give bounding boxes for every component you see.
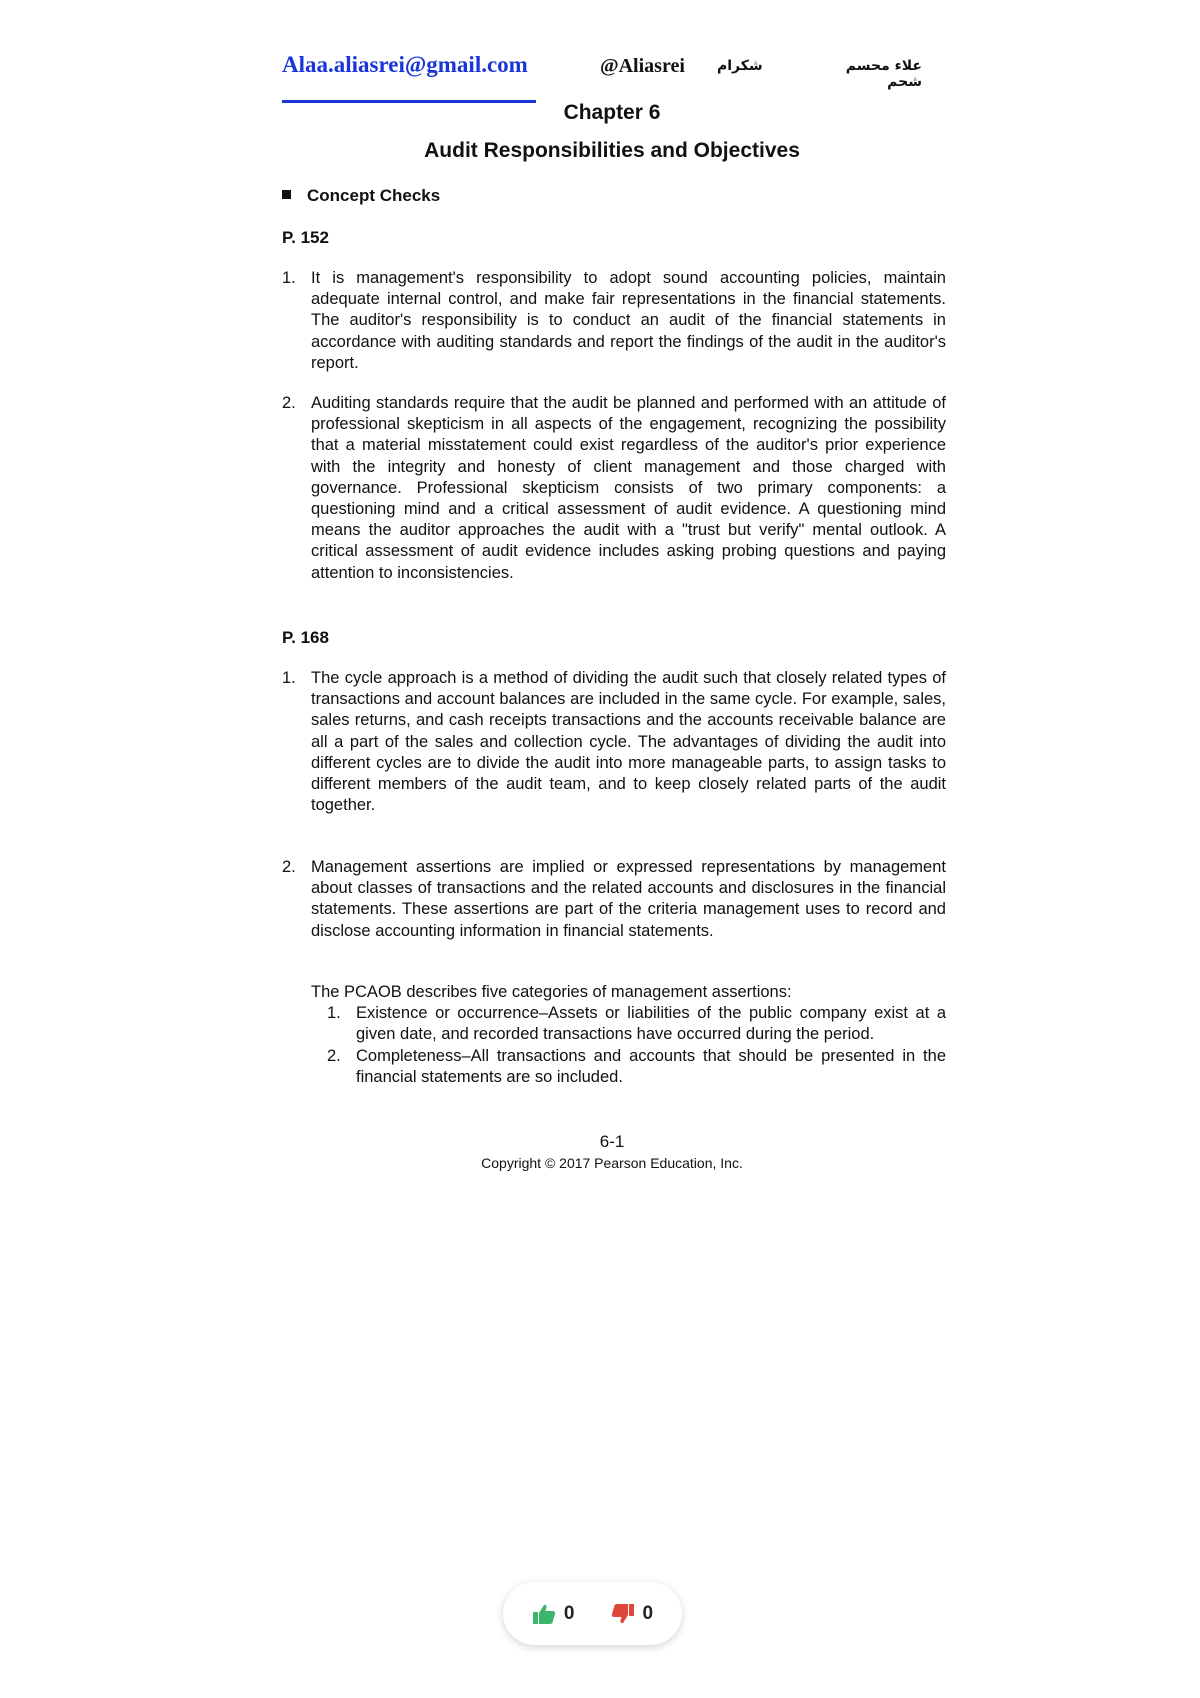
page-reference: P. 168 [282, 628, 329, 647]
list-item [282, 857, 946, 942]
copyright-notice: Copyright © 2017 Pearson Education, Inc. [481, 1155, 743, 1171]
sub-list-item-number: 1. [327, 1004, 341, 1023]
sub-list-item-number: 2. [327, 1046, 341, 1065]
list-item [282, 393, 946, 584]
section-heading [282, 186, 440, 206]
downvote-button[interactable] [611, 1603, 654, 1625]
pcaob-assertions [311, 982, 946, 1088]
thumbs-down-icon [611, 1603, 635, 1625]
author-name: علاء محسم شحم [845, 58, 922, 90]
sub-list-item-text: Completeness–All transactions and accounts that should be presented in the financial statements are so included. [356, 1046, 946, 1086]
page-reference: P. 152 [282, 228, 329, 247]
thumbs-up-icon [532, 1603, 556, 1625]
list-item-text: Management assertions are implied or expressed representations by management about classes of transactions and the related accounts and disclosures in the financial statements. These assertions are part of the criteria management uses to record and disclose accounting information in financial statements. [311, 858, 946, 940]
downvote-count: 0 [642, 1602, 654, 1624]
sub-list-item [327, 1003, 946, 1045]
list-item-number: 2. [282, 858, 296, 876]
sub-list-item-text: Existence or occurrence–Assets or liabilities of the public company exist at a given date, and recorded transactions have occurred during the period. [356, 1004, 946, 1044]
vote-widget [503, 1582, 682, 1645]
list-item-text: It is management's responsibility to adopt sound accounting policies, maintain adequate internal control, and make fair representations in the financial statements. The auditor's responsibility is to conduct an audit of the financial statements in accordance with auditing standards and report the findings of the audit in the auditor's report. [311, 269, 946, 372]
sub-list-item [327, 1046, 946, 1088]
list-item-number: 2. [282, 394, 296, 412]
list-item [282, 668, 946, 816]
list-item-text: Auditing standards require that the audit be planned and performed with an attitude of professional skepticism in all aspects of the engagement, recognizing the possibility that a material misstatement could exist regardless of the auditor's prior experience with the integrity and honesty of client management and those charged with governance. Professional skepticism consists of two primary components: a questioning mind and a critical assessment of audit evidence. A questioning mind means the auditor approaches the audit with a "trust but verify" mental outlook. A critical assessment of audit evidence includes asking probing questions and paying attention to inconsistencies. [311, 394, 946, 582]
list-item-text: The cycle approach is a method of dividing the audit such that closely related types of transactions and account balances are included in the same cycle. For example, sales, sales returns, and cash receipts transactions and the accounts receivable balance are all a part of the sales and collection cycle. The advantages of dividing the audit into different cycles are to divide the audit into more manageable parts, to assign tasks to different members of the audit team, and to keep closely related parts of the audit together. [311, 669, 946, 815]
author-handle: @Aliasrei [600, 55, 685, 77]
list-item-number: 1. [282, 669, 296, 687]
section-heading-label: Concept Checks [307, 186, 441, 205]
thanks-text: شكرام [717, 58, 763, 74]
document-header [282, 52, 922, 90]
author-email: Alaa.aliasrei@gmail.com [282, 52, 528, 77]
upvote-button[interactable] [532, 1603, 575, 1625]
chapter-heading: Chapter 6 [563, 101, 661, 124]
pcaob-intro: The PCAOB describes five categories of management assertions: [311, 983, 792, 1001]
list-item [282, 268, 946, 374]
square-bullet-icon [282, 190, 291, 199]
page-number: 6-1 [599, 1132, 625, 1151]
list-item-number: 1. [282, 269, 296, 287]
page-title: Audit Responsibilities and Objectives [424, 139, 800, 162]
upvote-count: 0 [563, 1602, 575, 1624]
